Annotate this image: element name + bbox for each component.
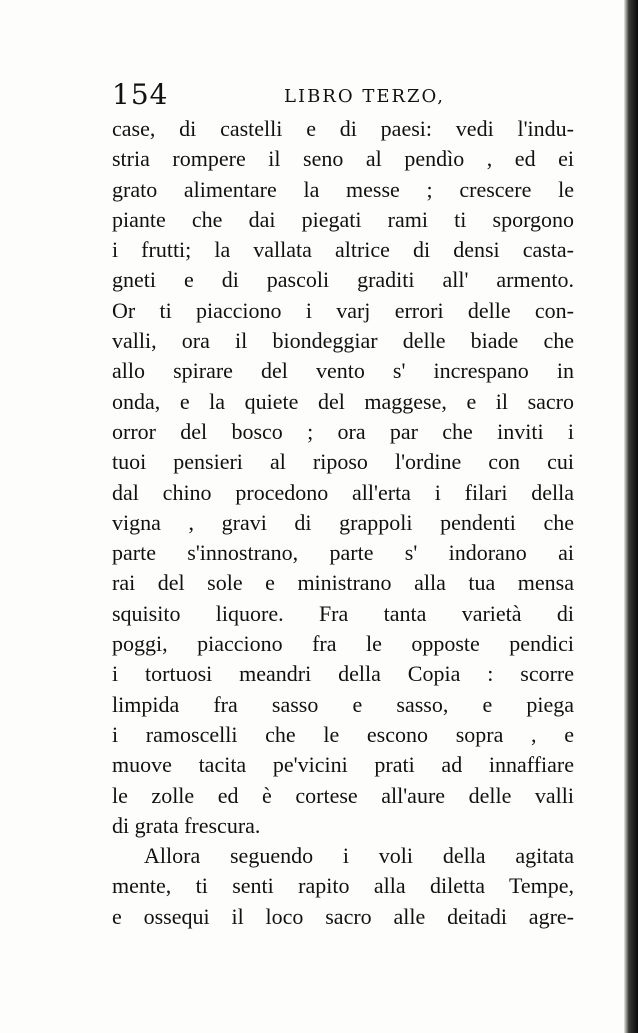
page-number: 154 bbox=[112, 78, 169, 111]
text-line: squisito liquore. Fra tanta varietà di bbox=[112, 600, 574, 626]
text-line: valli, ora il biondeggiar delle biade che bbox=[112, 328, 574, 354]
text-line: dal chino procedono all'erta i filari della bbox=[112, 479, 574, 505]
body-text bbox=[112, 114, 574, 932]
text-line: rai del sole e ministrano alla tua mensa bbox=[112, 570, 574, 596]
text-line: tuoi pensieri al riposo l'ordine con cui bbox=[112, 449, 574, 475]
text-line: gneti e di pascoli graditi all' armento. bbox=[112, 267, 574, 293]
text-line: muove tacita pe'vicini prati ad innaffiare bbox=[112, 752, 574, 778]
text-line: e ossequi il loco sacro alle deitadi agre- bbox=[112, 903, 574, 929]
text-line: i tortuosi meandri della Copia : scorre bbox=[112, 661, 574, 687]
text-line: vigna , gravi di grappoli pendenti che bbox=[112, 509, 574, 535]
page-edge-shadow bbox=[624, 0, 638, 1033]
text-line: onda, e la quiete del maggese, e il sacro bbox=[112, 388, 574, 414]
running-head: LIBRO TERZO, bbox=[284, 86, 445, 107]
text-line: le zolle ed è cortese all'aure delle valli bbox=[112, 782, 574, 808]
text-line: case, di castelli e di paesi: vedi l'indu- bbox=[112, 116, 574, 141]
page-header bbox=[112, 78, 512, 112]
text-line: piante che dai piegati rami ti sporgono bbox=[112, 206, 574, 232]
text-line: allo spirare del vento s' increspano in bbox=[112, 358, 574, 384]
text-line: i frutti; la vallata altrice di densi casta- bbox=[112, 237, 574, 263]
text-line: orror del bosco ; ora par che inviti i bbox=[112, 418, 574, 444]
text-line: grato alimentare la messe ; crescere le bbox=[112, 176, 574, 202]
text-line: Or ti piacciono i varj errori delle con- bbox=[112, 297, 574, 323]
text-line: mente, ti senti rapito alla diletta Tempe, bbox=[112, 873, 574, 899]
text-line: i ramoscelli che le escono sopra , e bbox=[112, 721, 574, 747]
paragraph-end-line: di grata frescura. bbox=[112, 812, 261, 838]
text-line: poggi, piacciono fra le opposte pendici bbox=[112, 631, 574, 657]
paragraph-start-line: Allora seguendo i voli della agitata bbox=[144, 843, 574, 869]
text-line: stria rompere il seno al pendìo , ed ei bbox=[112, 146, 574, 172]
text-line: parte s'innostrano, parte s' indorano ai bbox=[112, 540, 574, 566]
text-line: limpida fra sasso e sasso, e piega bbox=[112, 691, 574, 717]
